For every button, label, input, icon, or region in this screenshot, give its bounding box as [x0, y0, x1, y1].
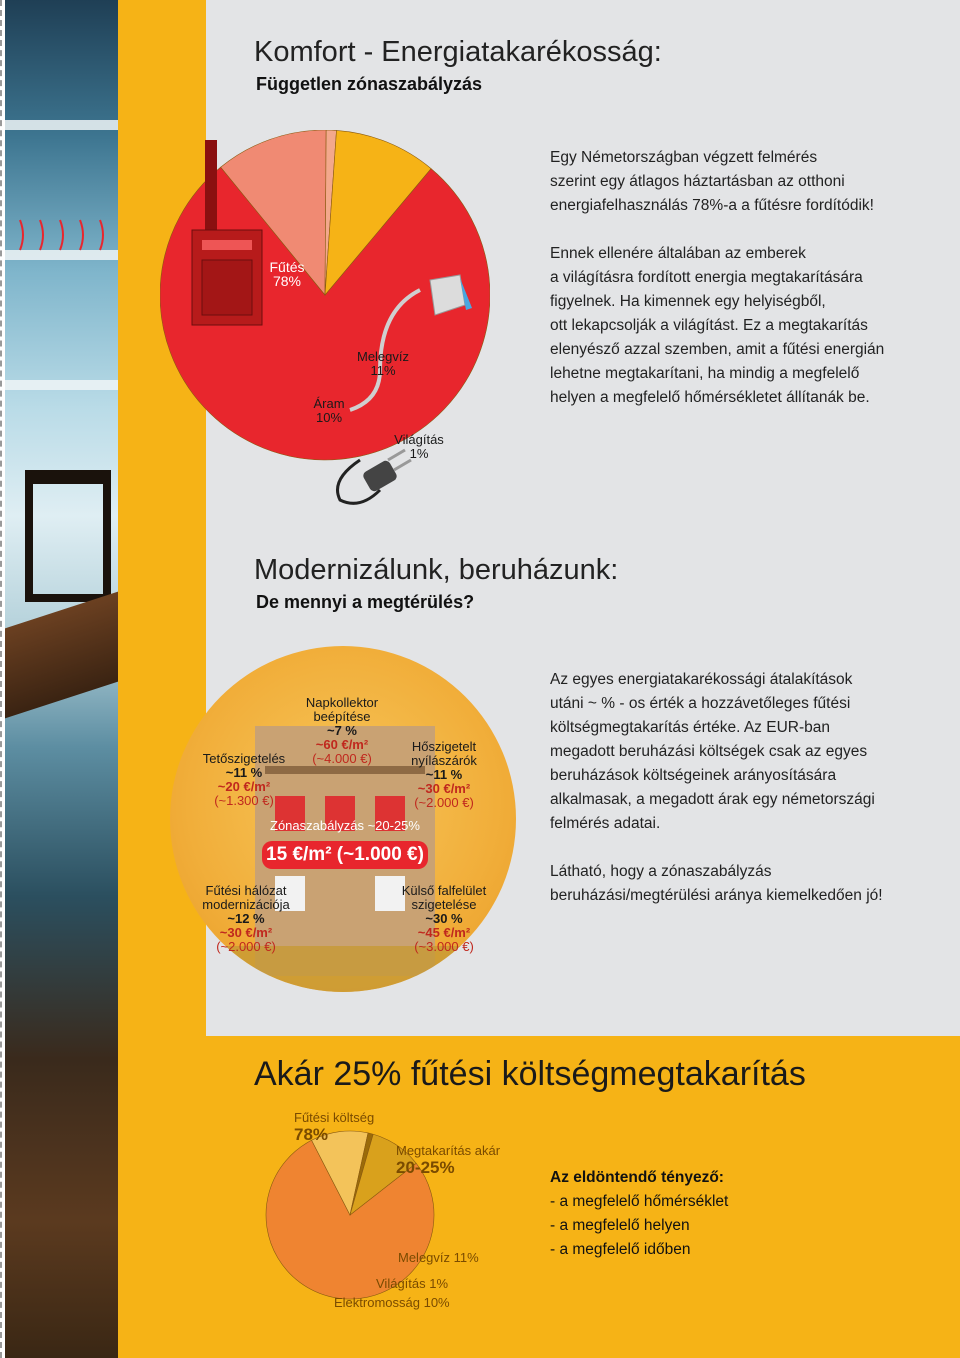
- label-vilagitas: Világítás 1%: [376, 1276, 449, 1291]
- label-futesi-koltseg: Fűtési költség 78%: [294, 1110, 375, 1144]
- label-elektromossag: Elektromosság 10%: [334, 1295, 450, 1310]
- futesi-halozat-label: Fűtési hálózat modernizációja ~12 % ~30 €/m² (~2.000 €): [202, 883, 290, 954]
- section2-title: Modernizálunk, beruházunk:: [254, 554, 619, 586]
- kulso-falfelulet-label: Külső falfelület szigetelése ~30 % ~45 €/m² (~3.000 €): [401, 883, 487, 954]
- section2-subtitle: De mennyi a megtérülés?: [256, 592, 475, 612]
- hoszigetelt-label: Hőszigetelt nyílászárók ~11 % ~30 €/m² (~2.000 €): [411, 739, 477, 810]
- heat-waves-icon: [10, 215, 120, 255]
- section2-paragraph-1: Az egyes energiatakarékossági átalakítások utáni ~ % - os érték a hozzávetőleges fűtési költségmegtakarítás értéke. Az EUR-ban megadott beruházási költségek csak az egyes beruházások költségeinek arányosítására alkalmasak, a megadott árak egy németországi felmérés adatai.: [550, 671, 875, 832]
- factor-list: [550, 1166, 728, 1262]
- zonaszabalyzas-box: Zónaszabályzás ~20-25% 15 €/m² (~1.000 €): [262, 818, 428, 872]
- pie-label-futes: Fűtés 78%: [269, 259, 305, 289]
- section1-subtitle: Független zónaszabályzás: [256, 74, 483, 94]
- section1-paragraph-1: Egy Németországban végzett felmérés szerint egy átlagos háztartásban az otthoni energiafelhasználás 78%-a a fűtésre fordítódik!: [550, 149, 874, 214]
- section2-paragraph-2: Látható, hogy a zónaszabályzás beruházási/megtérülési aránya kiemelkedően jó!: [550, 863, 883, 904]
- interior-photo: [5, 0, 118, 1358]
- section1-paragraph-2: Ennek ellenére általában az emberek a világításra fordított energia megtakarítására figyelnek. Ha kimennek egy helyiségből, ott lekapcsolják a világítást. Ez a megtakarítás elenyésző azzal szemben, amit a fűtési energián lehetne megtakarítani, ha mindig a megfelelő helyen a megfelelő hőmérsékletet állítanák be.: [550, 245, 885, 406]
- factor-item: - a megfelelő helyen: [550, 1217, 690, 1234]
- pie-label-aram: Áram 10%: [313, 396, 345, 425]
- napkollektor-label: Napkollektor beépítése ~7 % ~60 €/m² (~4.000 €): [305, 695, 379, 766]
- factor-item: - a megfelelő hőmérséklet: [550, 1193, 729, 1210]
- factor-title: Az eldöntendő tényező:: [550, 1169, 724, 1186]
- pie-label-vilagitas: Világítás 1%: [394, 432, 444, 461]
- section1-title: Komfort - Energiatakarékosság:: [254, 36, 662, 68]
- factor-item: - a megfelelő időben: [550, 1241, 691, 1258]
- label-megtakaritas: Megtakarítás akár 20-25%: [396, 1143, 501, 1177]
- section3-title: Akár 25% fűtési költségmegtakarítás: [254, 1055, 806, 1093]
- label-melegviz: Melegvíz 11%: [398, 1250, 479, 1265]
- pie-label-melegviz: Melegvíz 11%: [356, 349, 410, 378]
- tetoszigeteles-label: Tetőszigetelés ~11 % ~20 €/m² (~1.300 €): [202, 751, 286, 808]
